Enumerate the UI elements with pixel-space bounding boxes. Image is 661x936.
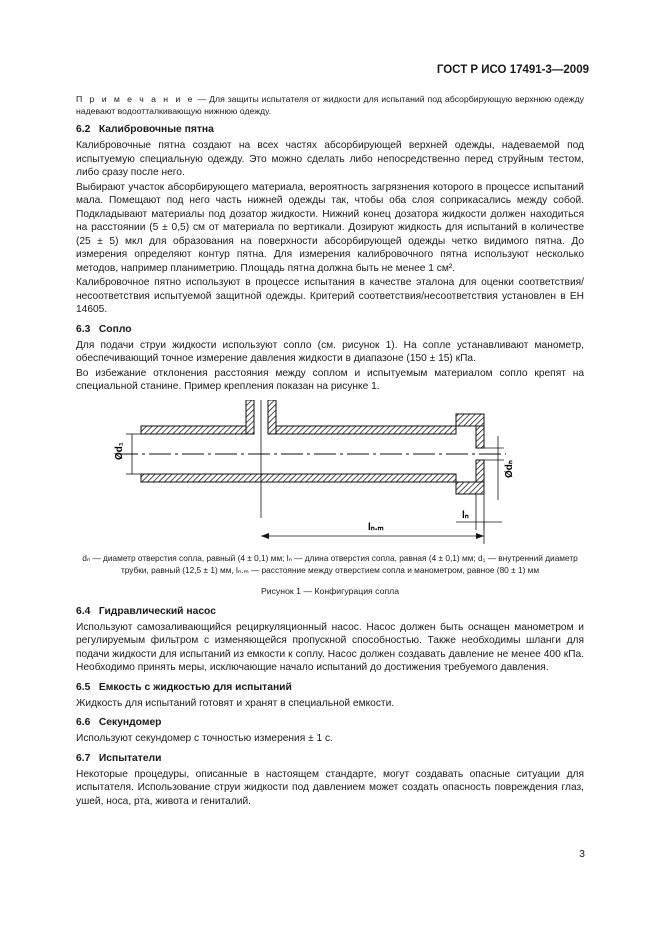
section-title: Испытатели — [98, 752, 162, 764]
section-heading-6-7 — [76, 753, 584, 764]
section-number: 6.5 — [76, 681, 91, 693]
section-title: Секундомер — [98, 717, 162, 728]
section-heading-6-3 — [76, 324, 584, 335]
nozzle-end-top — [476, 426, 484, 448]
section-number: 6.2 — [76, 124, 91, 135]
dn-label: Ødₙ — [504, 459, 515, 478]
section-title: Гидравлический насос — [98, 605, 216, 617]
nozzle-diagram — [76, 400, 584, 550]
section-number: 6.7 — [76, 752, 91, 764]
page-number: 3 — [579, 848, 585, 860]
section-title: Калибровочные пятна — [98, 124, 214, 135]
tube-top-wall — [276, 426, 456, 434]
note-text: — Для защиты испытателя от жидкости для испытаний под абсорбирующую верхнюю одежду надевают водоотталкивающую нижнюю одежду. — [76, 94, 584, 116]
paragraph: Во избежание отклонения расстояния между соплом и испытуемым материалом сопло крепят на специальной станине. Пример крепления показан на рисунке 1. — [76, 367, 584, 392]
section-title: Сопло — [98, 323, 132, 335]
paragraph: Для подачи струи жидкости используют сопло (см. рисунок 1). На сопле устанавливают манометр, обеспечивающий точное измерение давления жидкости в диапазоне (150 ± 15) кПа. — [76, 339, 584, 364]
section-title: Емкость с жидкостью для испытаний — [98, 681, 292, 693]
section-heading-6-2 — [76, 124, 584, 135]
nozzle-end-bottom — [476, 460, 484, 482]
section-number: 6.4 — [76, 605, 91, 617]
paragraph: Жидкость для испытаний готовят и хранят в специальной емкости. — [76, 697, 395, 709]
paragraph: Используют секундомер с точностью измерения ± 1 с. — [76, 733, 333, 744]
paragraph: Калибровочное пятно используют в процессе испытания в качестве эталона для оценки соответствия/несоответствия испытуемой защитной одежды. Критерий соответствия/несоответствия установлен в ЕН 14605. — [76, 277, 584, 315]
tube-top-wall — [141, 426, 246, 434]
fitting-right-wall — [268, 400, 276, 434]
section-number: 6.6 — [76, 717, 91, 728]
section-number: 6.3 — [76, 323, 91, 335]
note-paragraph — [76, 93, 584, 117]
fitting-left-wall — [246, 400, 254, 434]
nozzle-figure — [76, 400, 584, 550]
note-label: П р и м е ч а н и е — [76, 94, 195, 104]
nozzle-flange-bottom — [456, 482, 484, 494]
paragraph: Калибровочные пятна создают на всех частях абсорбирующей верхней одежды, надеваемой под испытуемую специальную одежду. Это можно сделать либо непосредственно перед струйным тестом, либо сразу после него. — [76, 140, 584, 178]
section-heading-6-5 — [76, 682, 584, 693]
figure-caption: Рисунок 1 — Конфигурация сопла — [260, 585, 400, 596]
paragraph: Выбирают участок абсорбирующего материала, вероятность загрязнения которого в процессе испытаний мала. Помещают под него часть нижней одежды так, чтобы оба слоя соприкасались между собой. Подкладывают материалы под дозатор жидкости. Нижний конец дозатора жидкости должен находиться на расстоянии (5 ± 0,5) см от материала по вертикали. Дозируют жидкость для испытаний в количестве (25 ± 5) мкл для образования на поверхности абсорбирующей одежды четко видимого пятна. До измерения определяют контур пятна. Для измерения калибровочного пятна используют несколько методов, например планиметрию. Площадь пятна должна быть не менее 1 см². — [76, 181, 584, 274]
lnm-label: lₙ.ₘ — [368, 521, 384, 533]
tube-bottom-wall — [141, 474, 456, 482]
figure-legend: dₙ — диаметр отверстия сопла, равный (4 ± 0,1) мм; lₙ — длина отверстия сопла, равная (4 ± 0,1) мм; d₁ — внутренний диаметр трубки, равный (12,5 ± 1) мм, lₙ.ₘ — расстояние между отверстием сопла и манометром, равное (80 ± 1) мм — [82, 552, 578, 575]
paragraph: Некоторые процедуры, описанные в настоящем стандарте, могут создавать опасные ситуации для испытателя. Использование струи жидкости под давлением может создать опасность повреждения глаз, ушей, носа, рта, живота и гениталий. — [76, 768, 584, 807]
ln-label: lₙ — [462, 509, 469, 521]
page-content — [76, 93, 584, 809]
section-heading-6-6 — [76, 717, 584, 728]
section-heading-6-4 — [76, 606, 584, 617]
document-code-header: ГОСТ Р ИСО 17491-3—2009 — [436, 64, 589, 76]
paragraph: Используют самозаливающийся рециркуляционный насос. Насос должен быть оснащен манометром и регулируемым фильтром с изменяющейся пропускной способностью. Также необходимы шланги для подачи жидкости для испытаний из емкости к соплу. Насос должен создавать давление не менее 400 кПа. Необходимо принять меры, исключающие начало испытаний до достижения требуемого давления. — [76, 621, 584, 673]
nozzle-flange-top — [456, 414, 484, 426]
d1-label: Ød₁ — [114, 441, 125, 460]
